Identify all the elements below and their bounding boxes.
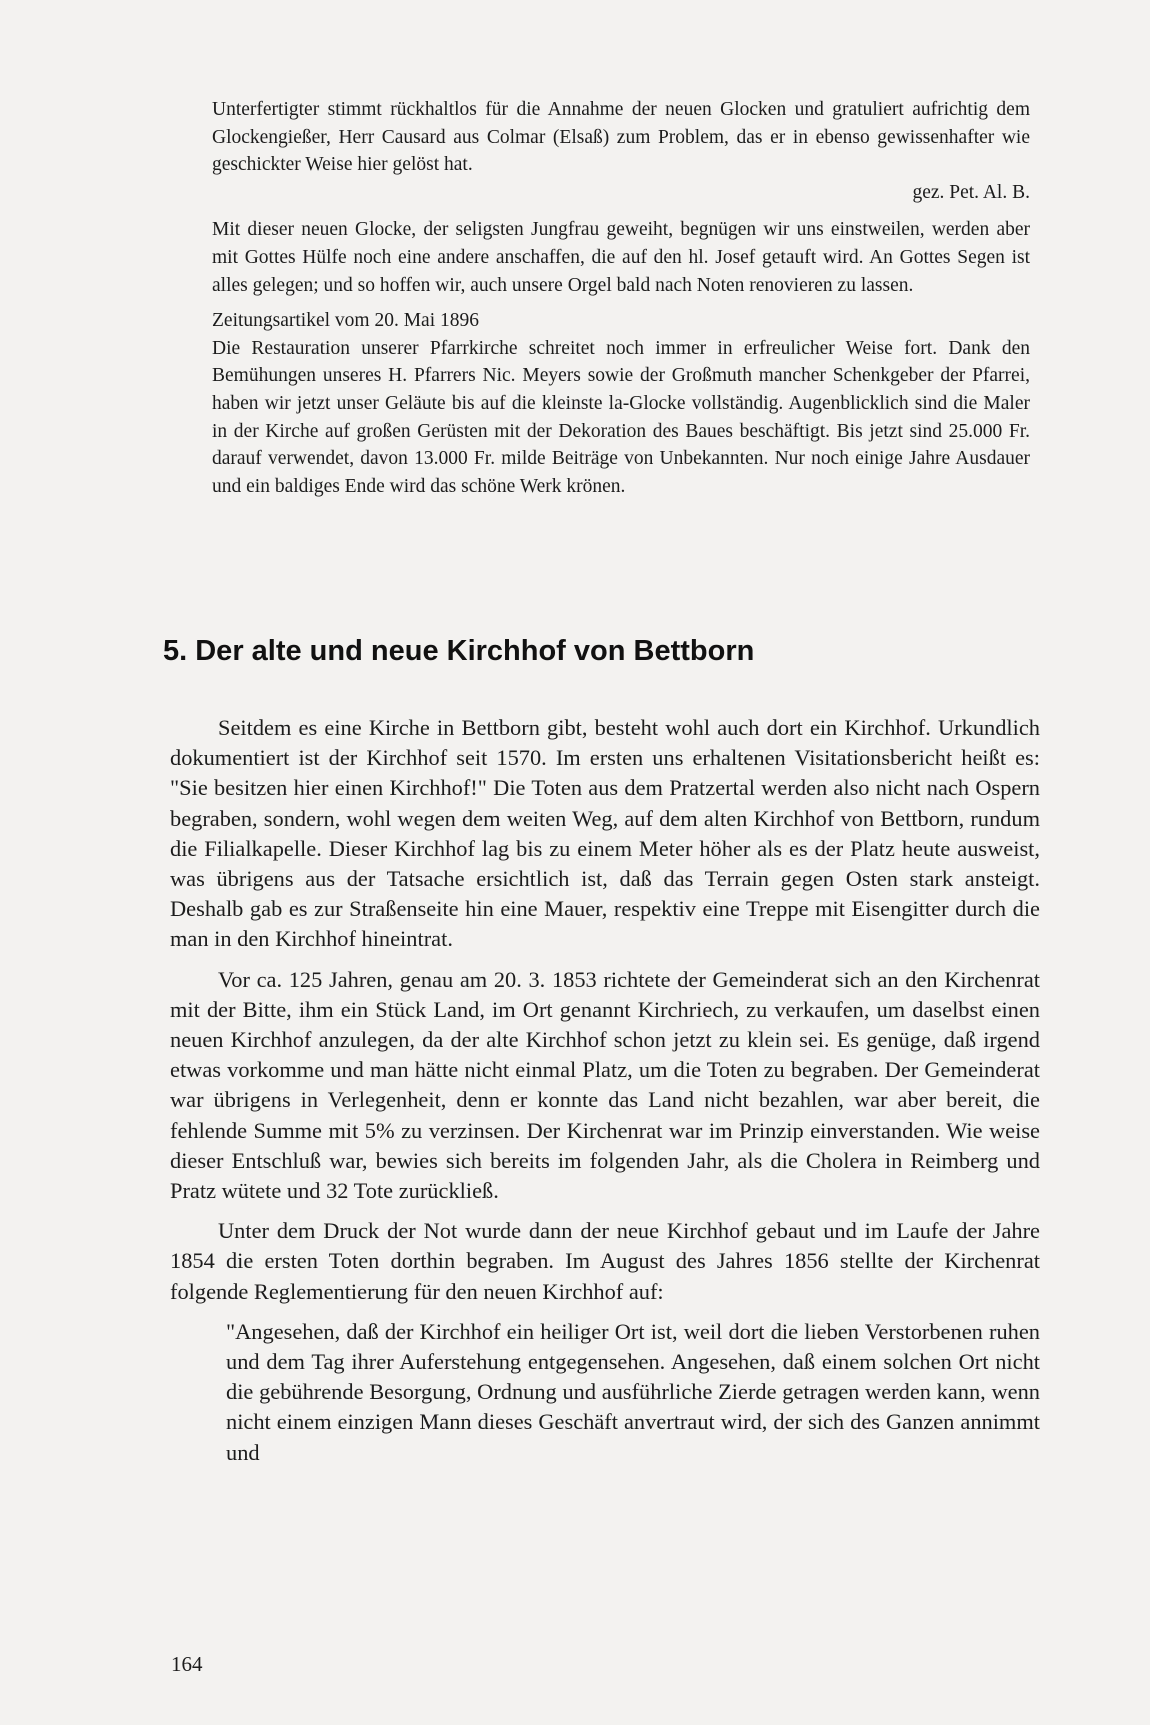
letter-signature: gez. Pet. Al. B. — [912, 181, 1030, 203]
letter-block — [212, 96, 1030, 500]
section-body — [170, 713, 1040, 1468]
section-paragraph-2: Vor ca. 125 Jahren, genau am 20. 3. 1853 richtete der Gemeinderat sich an den Kirchenrat mit der Bitte, ihm ein Stück Land, im Ort genannt Kirchriech, zu verkaufen, um daselbst einen neuen Kirchhof anzulegen, da der alte Kirchhof schon jetzt zu klein sei. Es genüge, daß irgend etwas vorkomme und man hätte nicht einmal Platz, um die Toten zu begraben. Der Gemeinderat war übrigens in Verlegenheit, denn er konnte das Land nicht bezahlen, war aber bereit, die fehlende Summe mit 5% zu verzinsen. Der Kirchenrat war im Prinzip einverstanden. Wie weise dieser Entschluß war, bewies sich bereits im folgenden Jahr, als die Cholera in Reimberg und Pratz wütete und 32 Tote zurückließ. — [170, 966, 1040, 1204]
article-text: Die Restauration unserer Pfarrkirche schreitet noch immer in erfreulicher Weise fort. Dank den Bemühungen unseres H. Pfarrers Nic. Meyers sowie der Großmuth mancher Schenkgeber der Pfarrei, haben wir jetzt unser Geläute bis auf die kleinste la-Glocke vollständig. Augenblicklich sind die Maler in der Kirche auf großen Gerüsten mit der Dekoration des Baues beschäftigt. Bis jetzt sind 25.000 Fr. darauf verwendet, davon 13.000 Fr. milde Beiträge von Unbekannten. Nur noch einige Jahre Ausdauer und ein baldiges Ende wird das schöne Werk krönen. — [212, 337, 1030, 497]
section-heading: 5. Der alte und neue Kirchhof von Bettborn — [163, 635, 755, 667]
section-paragraph-1: Seitdem es eine Kirche in Bettborn gibt, besteht wohl auch dort ein Kirchhof. Urkundlich dokumentiert ist der Kirchhof seit 1570. Im ersten uns erhaltenen Visitationsbericht heißt es: "Sie besitzen hier einen Kirchhof!" Die Toten aus dem Pratzertal werden also nicht nach Ospern begraben, sondern, wohl wegen dem weiten Weg, auf dem alten Kirchhof von Bettborn, rundum die Filialkapelle. Dieser Kirchhof lag bis zu einem Meter höher als es der Platz heute ausweist, was übrigens aus der Tatsache ersichtlich ist, daß das Terrain gegen Osten stark ansteigt. Deshalb gab es zur Straßenseite hin eine Mauer, respektiv eine Treppe mit Eisengitter durch die man in den Kirchhof hineintrat. — [170, 715, 1040, 952]
article-title: Zeitungsartikel vom 20. Mai 1896 — [212, 310, 480, 332]
letter-paragraph-1: Unterfertigter stimmt rückhaltlos für die Annahme der neuen Glocken und gratuliert aufrichtig dem Glockengießer, Herr Causard aus Colmar (Elsaß) zum Problem, das er in ebenso gewissenhafter wie geschickter Weise hier gelöst hat. — [212, 99, 1030, 176]
letter-paragraph-2: Mit dieser neuen Glocke, der seligsten Jungfrau geweiht, begnügen wir uns einstweilen, werden aber mit Gottes Hülfe noch eine andere anschaffen, die auf den hl. Josef getauft wird. An Gottes Segen ist alles gelegen; und so hoffen wir, auch unsere Orgel bald nach Noten renovieren zu lassen. — [212, 219, 1030, 296]
section-quote: "Angesehen, daß der Kirchhof ein heiliger Ort ist, weil dort die lieben Verstorbenen ruhen und dem Tag ihrer Auferstehung entgegensehen. Angesehen, daß einem solchen Ort nicht die gebührende Besorgung, Ordnung und ausführliche Zierde getragen werden kann, wenn nicht einem einzigen Mann dieses Geschäft anvertraut wird, der sich des Ganzen annimmt und — [226, 1318, 1040, 1465]
page-number: 164 — [171, 1652, 203, 1676]
section-paragraph-3: Unter dem Druck der Not wurde dann der neue Kirchhof gebaut und im Laufe der Jahre 1854 die ersten Toten dorthin begraben. Im August des Jahres 1856 stellte der Kirchenrat folgende Reglementierung für den neuen Kirchhof auf: — [170, 1218, 1040, 1304]
